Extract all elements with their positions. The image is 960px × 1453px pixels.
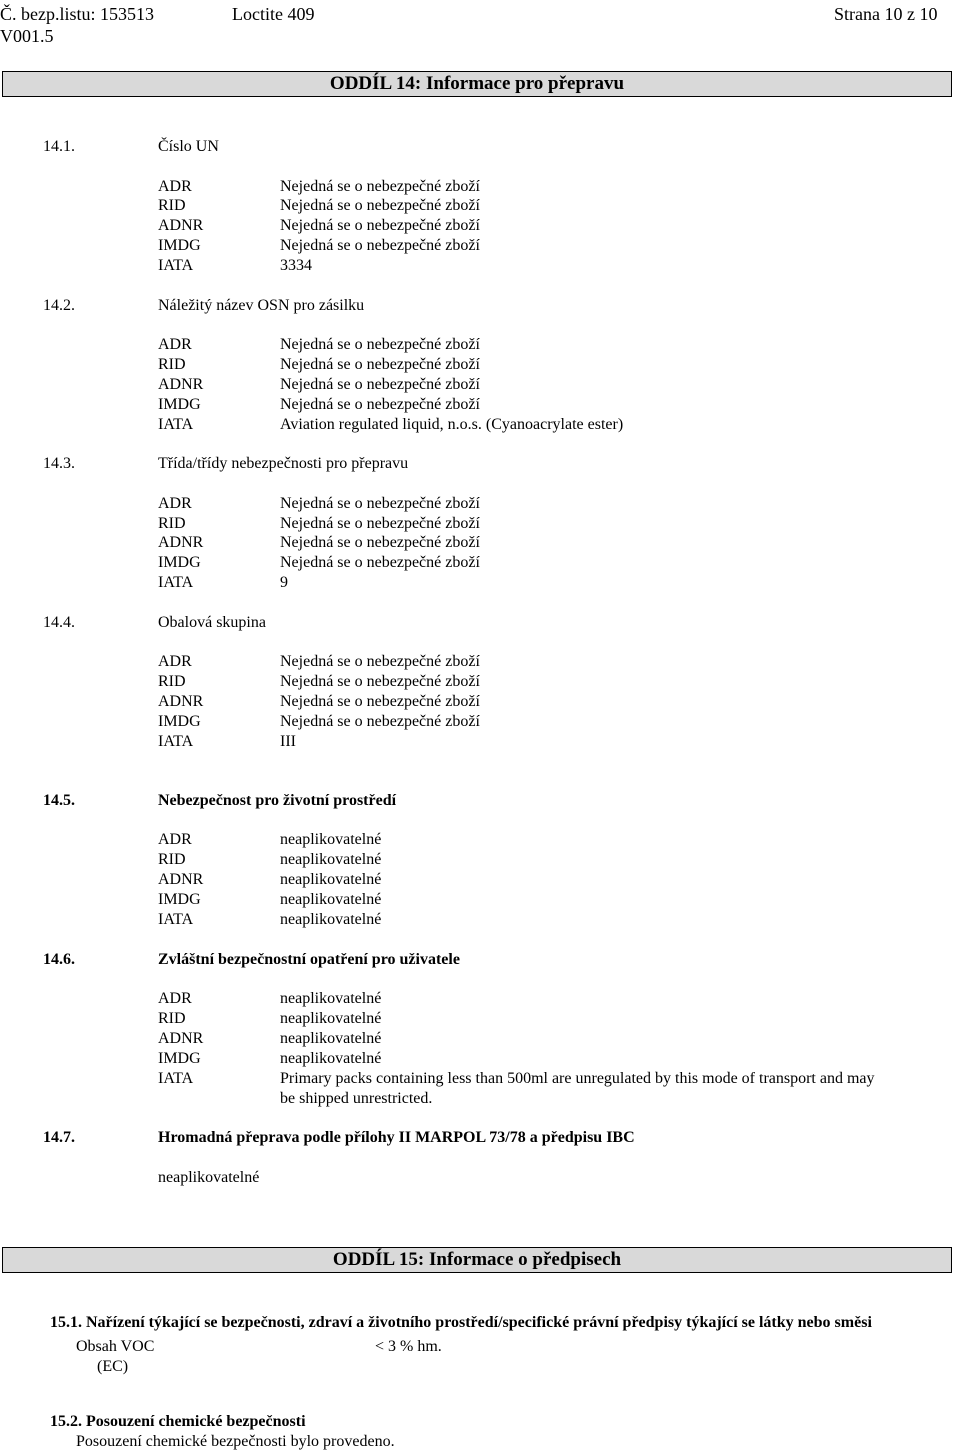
subsection-number: 14.3.: [43, 455, 75, 472]
mode-label: IATA: [158, 911, 194, 928]
mode-value: Nejedná se o nebezpečné zboží: [280, 356, 480, 373]
mode-value: neaplikovatelné: [280, 891, 382, 908]
mode-value: Aviation regulated liquid, n.o.s. (Cyanoacrylate ester): [280, 416, 624, 433]
subsection-title: Zvláštní bezpečnostní opatření pro uživatele: [158, 951, 460, 968]
sds-number: Č. bezp.listu: 153513: [0, 4, 154, 24]
mode-label: ADNR: [158, 1030, 204, 1047]
mode-label: ADNR: [158, 376, 204, 393]
mode-value: Nejedná se o nebezpečné zboží: [280, 237, 480, 254]
mode-label: RID: [158, 1010, 186, 1027]
subsection-number: 14.2.: [43, 297, 75, 314]
mode-label: IATA: [158, 416, 194, 433]
mode-value: Nejedná se o nebezpečné zboží: [280, 693, 480, 710]
subsection-title: Náležitý název OSN pro zásilku: [158, 297, 365, 314]
mode-label: ADR: [158, 495, 192, 512]
section-15-title: ODDÍL 15: Informace o předpisech: [2, 1247, 952, 1273]
mode-value: Nejedná se o nebezpečné zboží: [280, 534, 480, 551]
mode-label: IMDG: [158, 396, 201, 413]
subsection-heading: 15.2. Posouzení chemické bezpečnosti: [50, 1413, 306, 1430]
mode-value: Nejedná se o nebezpečné zboží: [280, 396, 480, 413]
mode-value: Nejedná se o nebezpečné zboží: [280, 178, 480, 195]
subsection-heading: 15.1. Nařízení týkající se bezpečnosti, zdraví a životního prostředí/specifické právní předpisy týkající se látky nebo směsi: [50, 1314, 872, 1331]
mode-value: neaplikovatelné: [280, 990, 382, 1007]
mode-value: Nejedná se o nebezpečné zboží: [280, 713, 480, 730]
voc-label: Obsah VOC: [76, 1338, 155, 1355]
mode-label: IMDG: [158, 237, 201, 254]
mode-value: Nejedná se o nebezpečné zboží: [280, 336, 480, 353]
mode-label: ADNR: [158, 693, 204, 710]
mode-label: ADNR: [158, 217, 204, 234]
mode-label: ADR: [158, 178, 192, 195]
mode-label: IATA: [158, 257, 194, 274]
mode-value: Nejedná se o nebezpečné zboží: [280, 653, 480, 670]
mode-label: RID: [158, 515, 186, 532]
mode-value: Nejedná se o nebezpečné zboží: [280, 376, 480, 393]
mode-label: IMDG: [158, 891, 201, 908]
mode-value: neaplikovatelné: [280, 831, 382, 848]
mode-label: ADR: [158, 990, 192, 1007]
subsection-title: Obalová skupina: [158, 614, 266, 631]
marpol-value: neaplikovatelné: [158, 1169, 260, 1186]
subsection-number: 14.7.: [43, 1129, 75, 1146]
mode-value: neaplikovatelné: [280, 851, 382, 868]
version-label: V001.5: [0, 26, 54, 46]
section-14-title: ODDÍL 14: Informace pro přepravu: [2, 71, 952, 97]
mode-label: RID: [158, 673, 186, 690]
mode-value: neaplikovatelné: [280, 871, 382, 888]
mode-label: IATA: [158, 733, 194, 750]
subsection-title: Nebezpečnost pro životní prostředí: [158, 792, 397, 809]
mode-value: neaplikovatelné: [280, 1050, 382, 1067]
mode-value: 3334: [280, 257, 312, 274]
subsection-number: 14.1.: [43, 138, 75, 155]
mode-value: neaplikovatelné: [280, 911, 382, 928]
mode-label: RID: [158, 356, 186, 373]
assessment-text: Posouzení chemické bezpečnosti bylo provedeno.: [76, 1433, 395, 1450]
mode-label: IATA: [158, 1070, 194, 1087]
voc-value: < 3 % hm.: [375, 1338, 442, 1355]
mode-label: IMDG: [158, 713, 201, 730]
mode-value: neaplikovatelné: [280, 1030, 382, 1047]
mode-value: 9: [280, 574, 288, 591]
mode-label: ADR: [158, 653, 192, 670]
subsection-title: Hromadná přeprava podle přílohy II MARPOL 73/78 a předpisu IBC: [158, 1129, 635, 1146]
mode-value: Nejedná se o nebezpečné zboží: [280, 495, 480, 512]
product-name: Loctite 409: [232, 4, 315, 24]
mode-value: Nejedná se o nebezpečné zboží: [280, 197, 480, 214]
mode-label: ADR: [158, 336, 192, 353]
subsection-number: 14.4.: [43, 614, 75, 631]
mode-label: IMDG: [158, 554, 201, 571]
mode-value: Nejedná se o nebezpečné zboží: [280, 554, 480, 571]
mode-label: IMDG: [158, 1050, 201, 1067]
mode-label: ADR: [158, 831, 192, 848]
mode-label: RID: [158, 851, 186, 868]
mode-label: ADNR: [158, 534, 204, 551]
subsection-title: Číslo UN: [158, 138, 219, 155]
mode-value: neaplikovatelné: [280, 1010, 382, 1027]
mode-value: III: [280, 733, 296, 750]
mode-label: IATA: [158, 574, 194, 591]
mode-label: RID: [158, 197, 186, 214]
page-number: Strana 10 z 10: [834, 4, 938, 24]
mode-label: ADNR: [158, 871, 204, 888]
mode-value: Nejedná se o nebezpečné zboží: [280, 673, 480, 690]
subsection-number: 14.5.: [43, 792, 75, 809]
subsection-title: Třída/třídy nebezpečnosti pro přepravu: [158, 455, 409, 472]
subsection-number: 14.6.: [43, 951, 75, 968]
voc-sublabel: (EC): [97, 1358, 129, 1375]
mode-value: Nejedná se o nebezpečné zboží: [280, 515, 480, 532]
mode-value: Nejedná se o nebezpečné zboží: [280, 217, 480, 234]
mode-value: Primary packs containing less than 500ml are unregulated by this mode of transport and may be shipped unrestricted.: [280, 1070, 875, 1107]
